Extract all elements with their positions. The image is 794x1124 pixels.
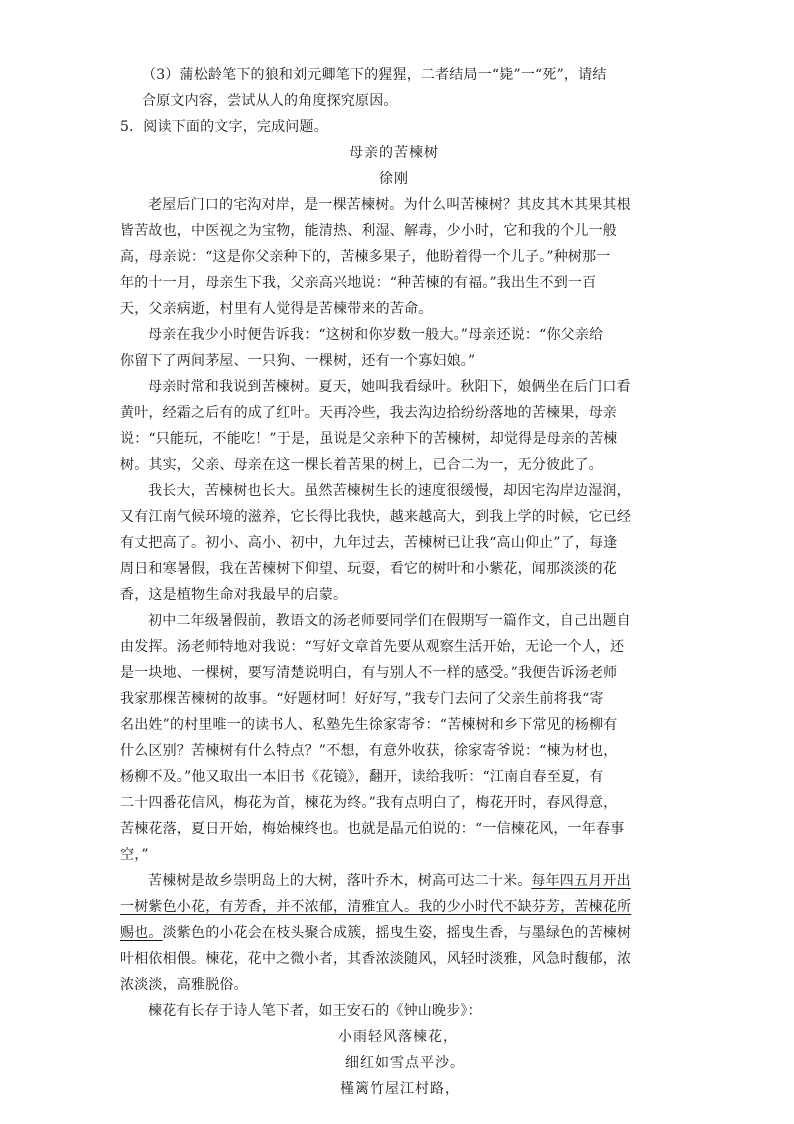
paragraph-line: 周日和寒暑假，我在苦楝树下仰望、玩耍，看它的树叶和小紫花，闻那淡淡的花 xyxy=(120,561,617,577)
paragraph-line: 天，父亲病逝，村里有人觉得是苦楝带来的苦命。 xyxy=(120,301,433,317)
poem-line: 小雨轻风落楝花， xyxy=(338,1029,458,1045)
paragraph-line: 有丈把高了。初小、高小、初中，九年过去，苦楝树已让我“高山仰止”了，每逢 xyxy=(120,535,618,551)
paragraph-line: 母亲在我少小时便告诉我：“这树和你岁数一般大。”母亲还说：“你父亲给 xyxy=(148,327,604,343)
paragraph-line: 皆苦故也，中医视之为宝物，能清热、利湿、解毒，少小时，它和我的个儿一般 xyxy=(120,223,617,239)
question-3-line-1: （3）蒲松龄笔下的狼和刘元卿笔下的猩猩，二者结局一“毙”一“死”，请结 xyxy=(142,67,607,83)
paragraph-1 xyxy=(120,192,668,322)
paragraph-line: 年的十一月，母亲生下我，父亲高兴地说：“种苦楝的有福。”我出生不到一百 xyxy=(120,275,597,291)
poem-line: 槿篱竹屋江村路， xyxy=(340,1081,460,1097)
paragraph-7: 楝花有长存于诗人笔下者，如王安石的《钟山晚步》： xyxy=(148,1003,482,1019)
paragraph-6 xyxy=(120,868,668,998)
article-author: 徐刚 xyxy=(379,171,409,187)
paragraph-line: 又有江南气候环境的滋养，它长得比我快，越来越高大，到我上学的时候，它已经 xyxy=(120,509,632,525)
paragraph-5 xyxy=(120,608,668,868)
paragraph-line: 香，这是植物生命对我最早的启蒙。 xyxy=(120,587,348,603)
paragraph-3 xyxy=(120,374,668,478)
paragraph-line: 杨柳不及。”他又取出一本旧书《花镜》，翻开，读给我听：“江南自春至夏，有 xyxy=(120,769,604,785)
paragraph-2 xyxy=(120,322,668,374)
poem xyxy=(120,1024,668,1102)
paragraph-line xyxy=(120,920,668,946)
paragraph-line: 空，” xyxy=(120,847,149,863)
paragraph-line: 说：“只能玩，不能吃！”于是，虽说是父亲种下的苦楝树，却觉得是母亲的苦楝 xyxy=(120,431,618,447)
paragraph-line: 是一块地、一棵树，要写清楚说明白，有与别人不一样的感受。”我便告诉汤老师 xyxy=(120,665,618,681)
plain-text: 淡紫色的小花会在枝头聚合成簇，摇曳生姿，摇曳生香，与墨绿色的苦楝树 xyxy=(162,925,632,941)
paragraph-line xyxy=(120,868,668,894)
question-5-prompt: 5．阅读下面的文字，完成问题。 xyxy=(120,119,328,135)
paragraph-line: 我家那棵苦楝树的故事。“好题材呵！好好写，”我专门去问了父亲生前将我“寄 xyxy=(120,691,604,707)
paragraph-line: 高，母亲说：“这是你父亲种下的，苦楝多果子，他盼着得一个儿子。”种树那一 xyxy=(120,249,611,265)
paragraph-line: 树。其实，父亲、母亲在这一棵长着苦果的树上，已合二为一，无分彼此了。 xyxy=(120,457,603,473)
paragraph-line: 母亲时常和我说到苦楝树。夏天，她叫我看绿叶。秋阳下，娘俩坐在后门口看 xyxy=(148,379,631,395)
paragraph-line: 黄叶，经霜之后有的成了红叶。天再冷些，我去沟边拾纷纷落地的苦楝果，母亲 xyxy=(120,405,617,421)
paragraph-4 xyxy=(120,478,668,608)
question-3-line-2: 合原文内容，尝试从人的角度探究原因。 xyxy=(142,93,398,109)
paragraph-line: 苦楝花落，夏日开始，梅始楝终也。也就是晶元伯说的：“一信楝花风，一年春事 xyxy=(120,821,625,837)
paragraph-line: 名出姓”的村里唯一的读书人、私塾先生徐家寄爷：“苦楝树和乡下常见的杨柳有 xyxy=(120,717,618,733)
paragraph-line: 我长大，苦楝树也长大。虽然苦楝树生长的速度很缓慢，却因宅沟岸边湿润， xyxy=(148,483,631,499)
paragraph-line: 由发挥。汤老师特地对我说：“写好文章首先要从观察生活开始，无论一个人，还 xyxy=(120,639,625,655)
article-title: 母亲的苦楝树 xyxy=(349,145,439,161)
paragraph-line xyxy=(120,894,668,920)
document-page xyxy=(120,62,668,1102)
poem-line: 细红如雪点平沙。 xyxy=(345,1055,465,1071)
paragraph-line: 叶相依相偎。楝花，花中之微小者，其香浓淡随风，风轻时淡雅，风急时馥郁，浓 xyxy=(120,951,632,967)
underlined-text: 赐也。 xyxy=(120,925,163,941)
paragraph-line: 初中二年级暑假前，教语文的汤老师要同学们在假期写一篇作文，自己出题自 xyxy=(148,613,631,629)
paragraph-line: 二十四番花信风，梅花为首，楝花为终。”我有点明白了，梅花开时，春风得意， xyxy=(120,795,618,811)
plain-text: 苦楝树是故乡崇明岛上的大树，落叶乔木，树高可达二十米。 xyxy=(148,873,532,889)
underlined-text: 一树紫色小花，有芳香，并不浓郁，清雅宜人。我的少小时代不缺芬芳，苦楝花所 xyxy=(120,899,632,915)
paragraph-line: 浓淡淡，高雅脱俗。 xyxy=(120,977,248,993)
paragraph-line: 老屋后门口的宅沟对岸，是一棵苦楝树。为什么叫苦楝树？其皮其木其果其根 xyxy=(148,197,631,213)
paragraph-line: 你留下了两间茅屋、一只狗、一棵树，还有一个寡妇娘。” xyxy=(120,353,476,369)
underlined-text: 每年四五月开出 xyxy=(531,873,631,889)
paragraph-line: 什么区别？苦楝树有什么特点？”不想，有意外收获，徐家寄爷说：“楝为材也， xyxy=(120,743,618,759)
